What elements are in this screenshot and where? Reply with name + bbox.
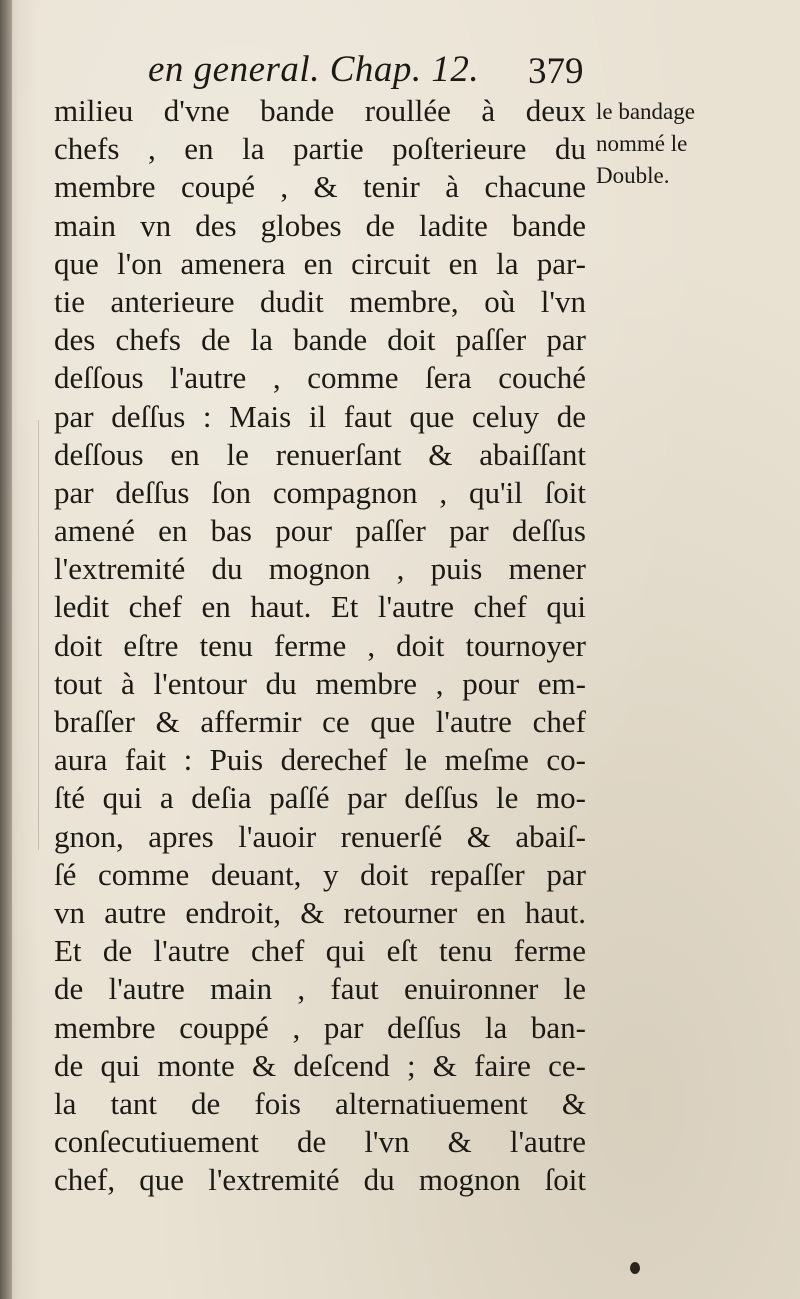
text-line: que l'on amenera en circuit en la par-: [54, 245, 586, 281]
text-line: ſté qui a deſia paſſé par deſſus le mo-: [54, 780, 586, 816]
text-line: conſecutiuement de l'vn & l'autre: [54, 1124, 586, 1160]
text-line: braſſer & affermir ce que l'autre chef: [54, 704, 586, 739]
text-line: par deſſus ſon compagnon , qu'il ſoit: [54, 474, 586, 510]
text-line: doit eſtre tenu ferme , doit tournoyer: [54, 627, 586, 663]
text-line: de qui monte & deſcend ; & faire ce-: [54, 1047, 586, 1083]
text-line: la tant de fois alternatiuement &: [54, 1085, 586, 1121]
text-line: deſſous l'autre , comme ſera couché: [54, 360, 586, 396]
marginal-note: [596, 96, 796, 192]
text-line: par deſſus : Mais il faut que celuy de: [54, 398, 586, 434]
text-line: membre coupé , & tenir à chacune: [54, 169, 586, 205]
ink-spot: [630, 1262, 640, 1274]
marginal-note-line: Double.: [596, 163, 670, 188]
text-line: amené en bas pour paſſer par deſſus: [54, 513, 586, 549]
text-line: des chefs de la bande doit paſſer par: [54, 322, 586, 358]
running-head: en general. Chap. 12.: [148, 49, 480, 90]
text-line: main vn des globes de ladite bande: [54, 207, 586, 243]
marginal-note-line: le bandage: [596, 99, 695, 124]
text-line: membre couppé , par deſſus la ban-: [54, 1009, 586, 1045]
text-line: milieu d'vne bande roullée à deux: [54, 93, 586, 128]
page-number: 379: [528, 51, 584, 92]
text-line: de l'autre main , faut enuironner le: [54, 971, 586, 1007]
page-binding-edge: [0, 0, 12, 1299]
text-line: tie anterieure dudit membre, où l'vn: [54, 283, 586, 319]
body-text: [54, 92, 586, 1199]
text-line: Et de l'autre chef qui eſt tenu ferme: [54, 933, 586, 969]
text-line: vn autre endroit, & retourner en haut.: [54, 894, 586, 930]
text-line: deſſous en le renuerſant & abaiſſant: [54, 436, 586, 472]
text-line: aura fait : Puis derechef le meſme co-: [54, 742, 586, 778]
text-line: ledit chef en haut. Et l'autre chef qui: [54, 589, 586, 625]
page-crease: [38, 420, 39, 850]
marginal-note-line: nommé le: [596, 131, 688, 156]
text-line: gnon, apres l'auoir renuerſé & abaiſ-: [54, 818, 586, 854]
text-line: chef, que l'extremité du mognon ſoit: [54, 1162, 586, 1198]
text-line: ſé comme deuant, y doit repaſſer par: [54, 856, 586, 892]
text-line: tout à l'entour du membre , pour em-: [54, 665, 586, 701]
text-line: l'extremité du mognon , puis mener: [54, 551, 586, 587]
text-line: chefs , en la partie poſterieure du: [54, 131, 586, 167]
